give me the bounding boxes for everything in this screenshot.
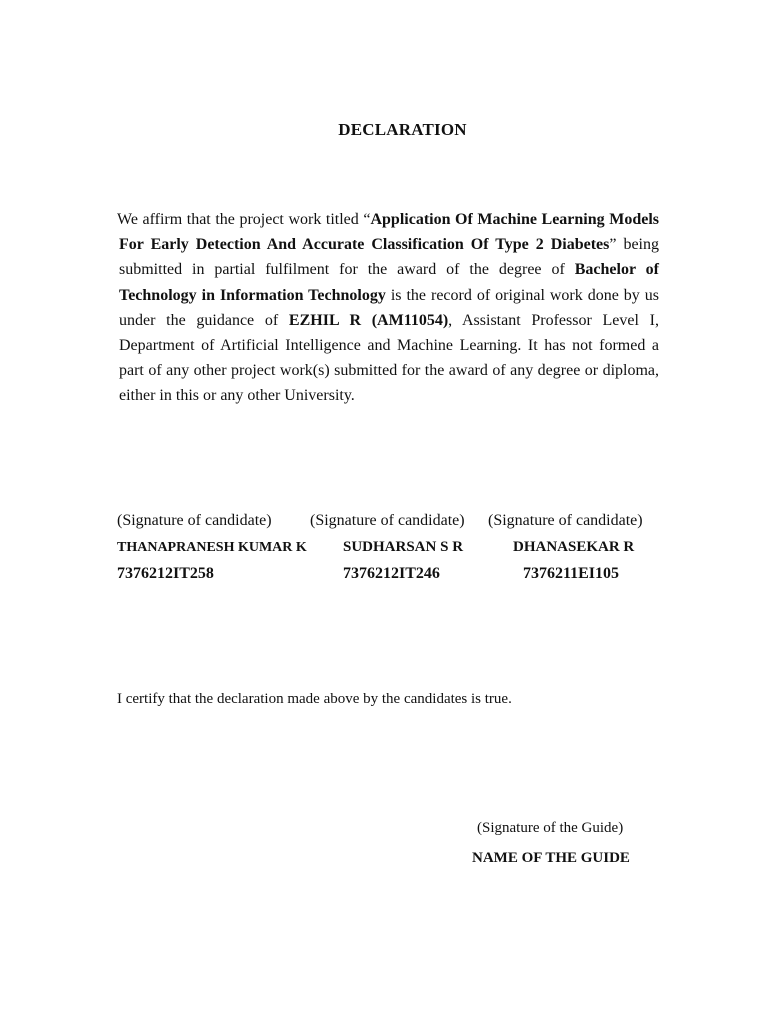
candidate-1-name: THANAPRANESH KUMAR K <box>117 540 307 555</box>
declaration-paragraph <box>119 207 659 409</box>
certification-statement: I certify that the declaration made above by the candidates is true. <box>117 691 512 707</box>
paragraph-text-1: We affirm that the project work titled “ <box>117 211 371 228</box>
candidate-2-id: 7376212IT246 <box>343 565 440 582</box>
candidate-2-signature-label: (Signature of candidate) <box>310 512 465 529</box>
candidate-3-signature-label: (Signature of candidate) <box>488 512 643 529</box>
degree-name: Bachelor of Technology in Information Technology <box>119 261 660 304</box>
paragraph-text-4: , Assistant Professor Level I, Department of Artificial Intelligence and Machine Learning. It has not formed a part of any other project work(s) submitted for the award of any degree or diploma, either in this or any other University. <box>119 311 659 405</box>
project-title: Application Of Machine Learning Models For Early Detection And Accurate Classification Of Type 2 Diabetes <box>119 211 659 254</box>
candidate-1-id: 7376212IT258 <box>117 565 214 582</box>
candidate-1-signature-label: (Signature of candidate) <box>117 512 272 529</box>
guide-name-label: NAME OF THE GUIDE <box>472 850 630 866</box>
guide-signature-label: (Signature of the Guide) <box>477 820 624 836</box>
paragraph-text-2: ” being submitted in partial fulfilment for the award of the degree of <box>119 236 659 279</box>
guide-reference: EZHIL R (AM11054) <box>288 311 449 329</box>
candidate-3-name: DHANASEKAR R <box>513 539 635 555</box>
candidate-3-id: 7376211EI105 <box>523 565 620 582</box>
candidate-2-name: SUDHARSAN S R <box>343 539 464 555</box>
page-title: DECLARATION <box>338 120 467 139</box>
paragraph-text-3: is the record of original work done by us under the guidance of <box>119 286 660 329</box>
